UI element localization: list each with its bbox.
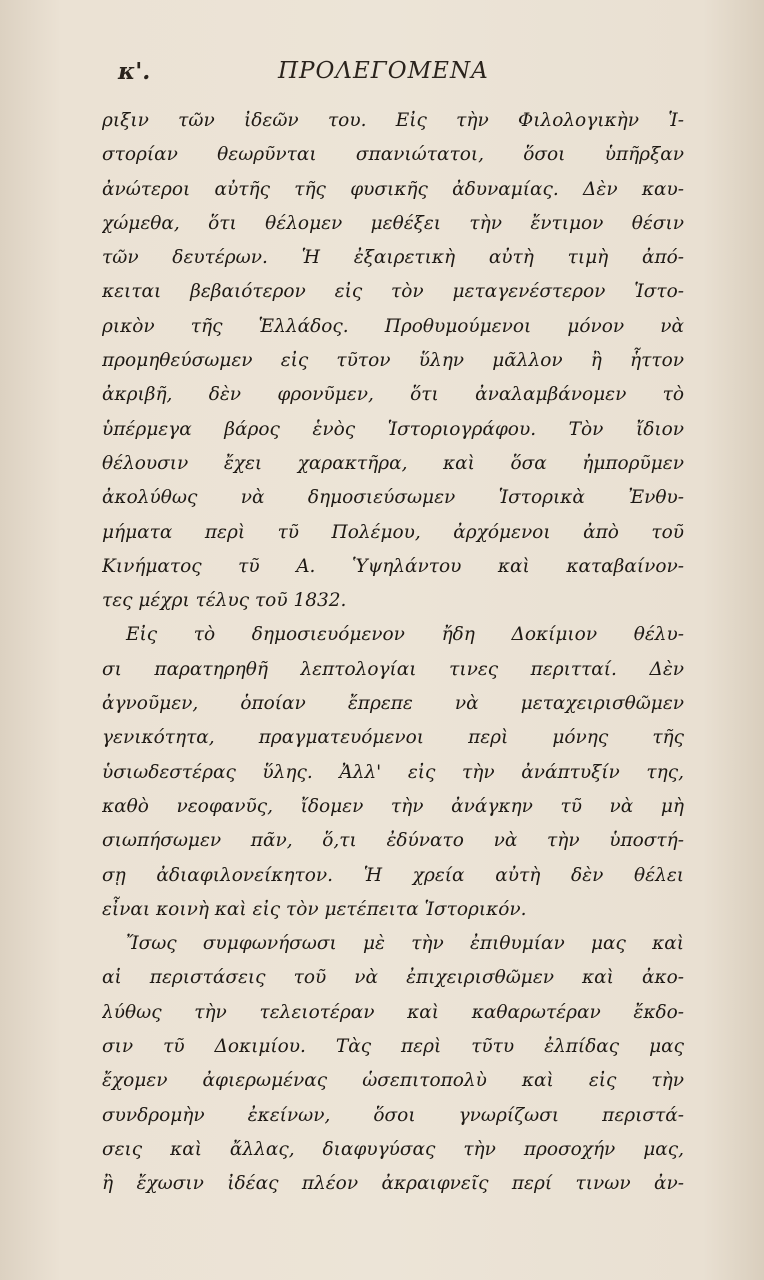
paragraph-start-line: Ἴσως συμφωνήσωσι μὲ τὴν ἐπιθυμίαν μας καὶ <box>126 933 684 955</box>
text-line: μήματα περὶ τῦ Πολέμου, ἀρχόμενοι ἀπὸ τοῦ <box>102 521 684 543</box>
text-line: Κινήματος τῦ Α. Ὑψηλάντου καὶ καταβαίνον- <box>102 555 684 577</box>
page-header <box>0 58 764 94</box>
text-line: ἢ ἔχωσιν ἰδέας πλέον ἀκραιφνεῖς περί τινων ἀν- <box>102 1173 684 1195</box>
body-text <box>102 104 684 1202</box>
text-line: στορίαν θεωρῦνται σπανιώτατοι, ὅσοι ὑπῆρξαν <box>102 144 684 166</box>
text-line: ρικὸν τῆς Ἑλλάδος. Προθυμούμενοι μόνον νὰ <box>102 315 684 337</box>
text-line: σιν τῦ Δοκιμίου. Τὰς περὶ τῦτυ ἐλπίδας μας <box>102 1036 684 1058</box>
text-line: γενικότητα, πραγματευόμενοι περὶ μόνης τῆς <box>102 727 684 749</box>
text-line: σεις καὶ ἄλλας, διαφυγύσας τὴν προσοχήν μας, <box>102 1138 684 1160</box>
text-line: σιωπήσωμεν πᾶν, ὅ,τι ἐδύνατο νὰ τὴν ὑποστή- <box>102 830 684 852</box>
text-line: θέλουσιν ἔχει χαρακτῆρα, καὶ ὅσα ἠμπορῦμεν <box>102 452 684 474</box>
text-line: συνδρομὴν ἐκείνων, ὅσοι γνωρίζωσι περιστά- <box>102 1104 684 1126</box>
text-line: σι παρατηρηθῆ λεπτολογίαι τινες περιτταί. Δὲν <box>102 658 684 680</box>
text-line: ἀκριβῆ, δὲν φρονῦμεν, ὅτι ἀναλαμβάνομεν τὸ <box>102 384 684 406</box>
text-line: ριξιν τῶν ἰδεῶν του. Εἰς τὴν Φιλολογικὴν Ἱ- <box>102 110 684 131</box>
text-line: λύθως τὴν τελειοτέραν καὶ καθαρωτέραν ἔκδο- <box>102 1001 684 1023</box>
text-line: ἔχομεν ἀφιερωμένας ὡσεπιτοπολὺ καὶ εἰς τὴν <box>102 1070 684 1092</box>
paragraph-start-line: Εἰς τὸ δημοσιευόμενον ἤδη Δοκίμιον θέλυ- <box>126 624 684 646</box>
text-line: ἀνώτεροι αὐτῆς τῆς φυσικῆς ἀδυναμίας. Δὲν καυ- <box>102 178 684 200</box>
text-line: χώμεθα, ὅτι θέλομεν μεθέξει τὴν ἔντιμον θέσιν <box>102 212 684 234</box>
running-title: ΠΡΟΛΕΓΟΜΕΝΑ <box>278 58 489 84</box>
text-line: κειται βεβαιότερον εἰς τὸν μεταγενέστερον Ἱστο- <box>102 281 684 303</box>
paragraph-end-line: εἶναι κοινὴ καὶ εἰς τὸν μετέπειτα Ἱστορικόν. <box>102 898 527 920</box>
text-line: ἀκολύθως νὰ δημοσιεύσωμεν Ἱστορικὰ Ἐνθυ- <box>102 487 684 509</box>
text-line: σῃ ἀδιαφιλονείκητον. Ἡ χρεία αὐτὴ δὲν θέλει <box>102 864 684 886</box>
text-line: ὑσιωδεστέρας ὕλης. Ἀλλ' εἰς τὴν ἀνάπτυξίν της, <box>102 761 684 783</box>
paragraph-end-line: τες μέχρι τέλυς τοῦ 1832. <box>102 590 347 612</box>
text-line: ὑπέρμεγα βάρος ἑνὸς Ἱστοριογράφου. Τὸν ἴδιον <box>102 418 684 440</box>
page-number: κ'. <box>118 58 151 85</box>
text-line: καθὸ νεοφανῦς, ἴδομεν τὴν ἀνάγκην τῦ νὰ μὴ <box>102 795 684 817</box>
text-line: τῶν δευτέρων. Ἡ ἐξαιρετικὴ αὐτὴ τιμὴ ἀπό- <box>102 247 684 269</box>
text-line: προμηθεύσωμεν εἰς τῦτον ὕλην μᾶλλον ἢ ἧττον <box>102 350 684 372</box>
text-line: αἱ περιστάσεις τοῦ νὰ ἐπιχειρισθῶμεν καὶ ἀκο- <box>102 967 684 989</box>
text-line: ἀγνοῦμεν, ὁποίαν ἔπρεπε νὰ μεταχειρισθῶμεν <box>102 693 684 715</box>
